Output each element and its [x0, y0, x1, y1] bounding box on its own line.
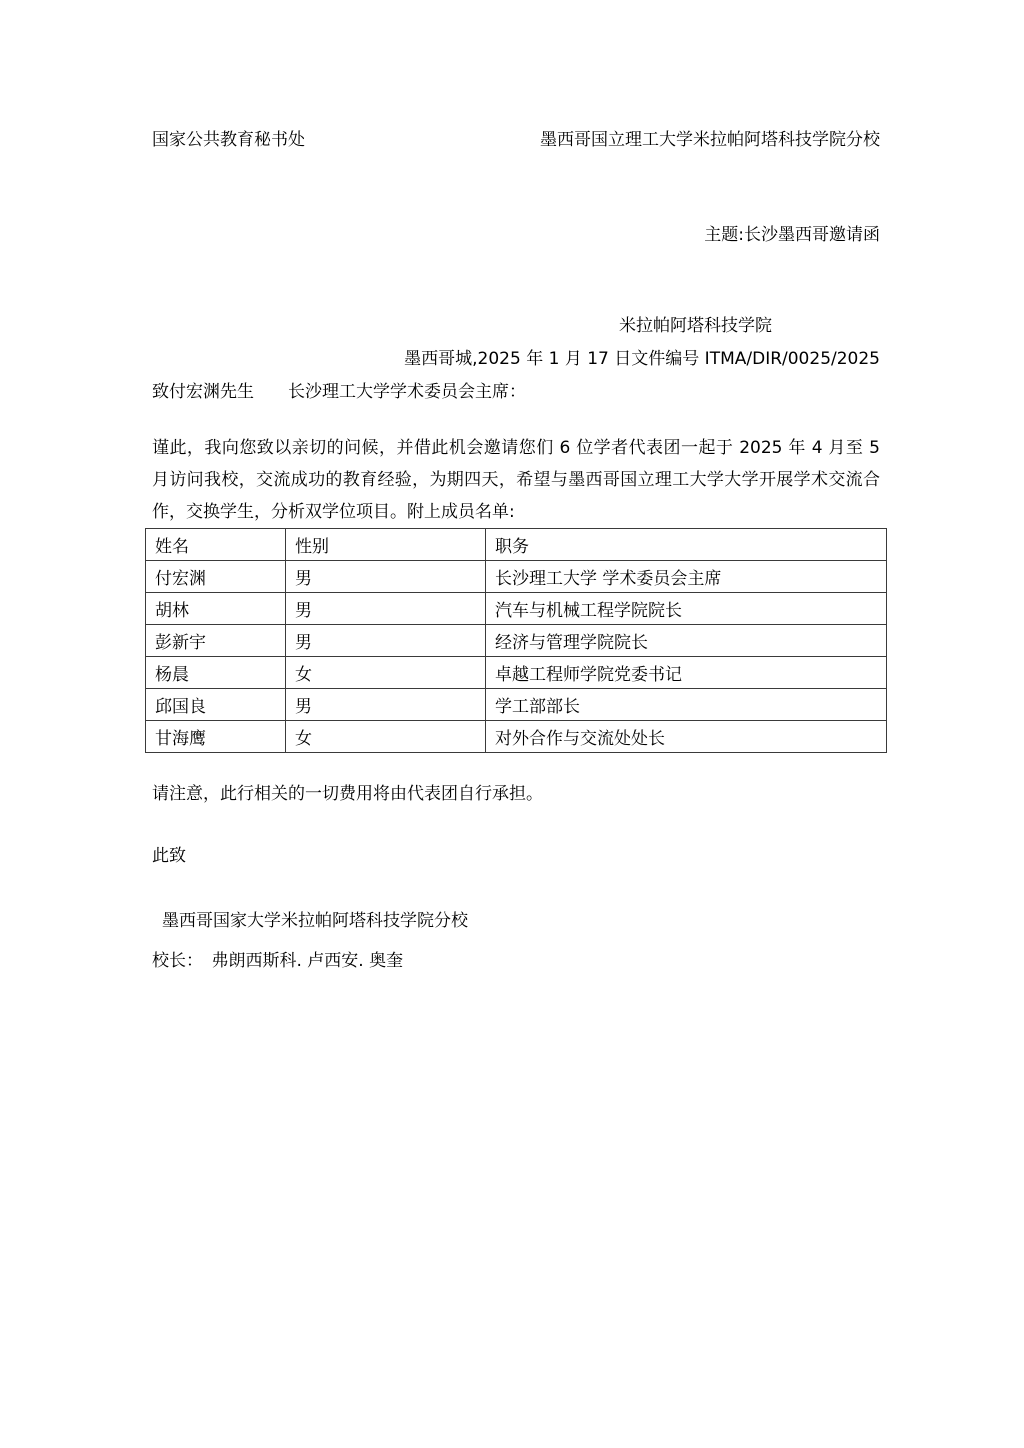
subject-line: 主题:长沙墨西哥邀请函 [704, 225, 880, 245]
cell-title: 卓越工程师学院党委书记 [486, 657, 887, 689]
table-row [146, 689, 887, 721]
cell-name: 彭新宇 [146, 625, 286, 657]
cell-name: 付宏渊 [146, 561, 286, 593]
cell-gender: 男 [286, 561, 486, 593]
cell-gender: 男 [286, 593, 486, 625]
cell-gender: 女 [286, 657, 486, 689]
signature-organization: 墨西哥国家大学米拉帕阿塔科技学院分校 [162, 911, 468, 931]
table-row [146, 625, 887, 657]
letter-info-block [152, 310, 880, 409]
expenses-note: 请注意，此行相关的一切费用将由代表团自行承担。 [152, 784, 543, 804]
table-row [146, 657, 887, 689]
date-reference-line: 墨西哥城,2025 年 1 月 17 日文件编号 ITMA/DIR/0025/2025 [404, 349, 880, 369]
header-left-org: 国家公共教育秘书处 [152, 130, 305, 150]
cell-gender: 女 [286, 721, 486, 753]
col-header-gender: 性别 [286, 529, 486, 561]
cell-title: 长沙理工大学 学术委员会主席 [486, 561, 887, 593]
members-table [145, 528, 887, 753]
cell-name: 甘海鹰 [146, 721, 286, 753]
table-row [146, 721, 887, 753]
cell-gender: 男 [286, 625, 486, 657]
institute-line: 米拉帕阿塔科技学院 [619, 316, 772, 336]
col-header-title: 职务 [486, 529, 887, 561]
cell-name: 邱国良 [146, 689, 286, 721]
header-right-org: 墨西哥国立理工大学米拉帕阿塔科技学院分校 [540, 130, 880, 150]
cell-title: 学工部部长 [486, 689, 887, 721]
cell-title: 对外合作与交流处处长 [486, 721, 887, 753]
table-row [146, 593, 887, 625]
cell-name: 杨晨 [146, 657, 286, 689]
cell-name: 胡林 [146, 593, 286, 625]
letter-header [152, 128, 880, 152]
closing-salutation: 此致 [152, 846, 186, 866]
cell-title: 汽车与机械工程学院院长 [486, 593, 887, 625]
col-header-name: 姓名 [146, 529, 286, 561]
signature-principal: 校长： 弗朗西斯科. 卢西安. 奥奎 [152, 951, 404, 971]
cell-title: 经济与管理学院院长 [486, 625, 887, 657]
cell-gender: 男 [286, 689, 486, 721]
letter-body-paragraph: 谨此，我向您致以亲切的问候，并借此机会邀请您们 6 位学者代表团一起于 2025 年 4 月至 5 月访问我校，交流成功的教育经验，为期四天，希望与墨西哥国立理工大学大学开展学术交流合作，交换学生，分析双学位项目。附上成员名单: [152, 438, 880, 522]
table-row [146, 561, 887, 593]
table-header-row [146, 529, 887, 561]
recipient-line: 致付宏渊先生 长沙理工大学学术委员会主席： [152, 382, 526, 402]
